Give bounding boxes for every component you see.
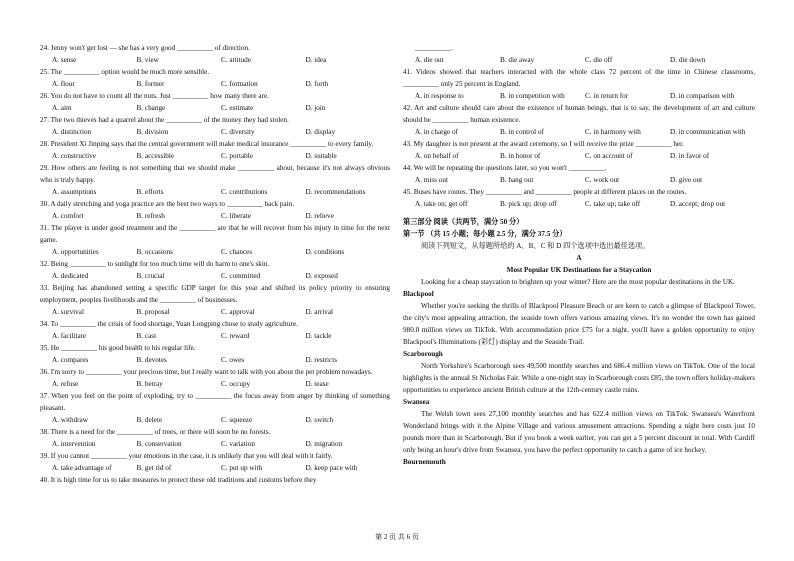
question-36: 36. I'm sorry to __________ your precious time, but I really want to talk with you about the pet problem nowadays. A. refuse B. betray C. occupy D. tease [40,368,373,388]
reading-section [403,216,755,468]
question-37: 37. When you feel on the point of exploding, try to __________ the focus away from anger by thinking of something pleasant. A. withdraw B. delete C. squeeze D. switch [40,392,390,424]
question-33: 33. Beijing has abandoned setting a specific GDP target for this year and shifted its policy priority to ensuring employment, peoples livelihoods and the __________ of businesses. A. survival B. proposal C. approval D. arrival [40,284,390,316]
paragraph-scarborough: North Yorkshire's Scarborough sees 49,500 monthly searches and 686.4 million views on TikTok. One of the local highlights is the annual St Nicholas Fair. While a one-night stay in Scarborough costs £85, the town offers holiday-makers opportunities to experience ancient British culture at the 12th-century castle ruins. [403,362,755,394]
subsection-heading: 第一节 （共 15 小题；每小题 2.5 分，满分 37.5 分） [403,230,567,238]
passage-intro: Looking for a cheap staycation to brighten up your winter? Here are the most popular destinations in the UK. [421,278,735,286]
question-30: 30. A daily stretching and yoga practice are the best two ways to __________ back pain. A. comfort B. refresh C. liberate D. relieve [40,200,334,220]
question-31: 31. The player is under good treatment and the __________ are that he will recover from his injury in time for the next game. A. opportunities B. occasions C. chances D. conditions [40,224,390,256]
question-34: 34. To __________ the crisis of food shortage, Yuan Longping chose to study agriculture. A. facilitate B. cast C. reward D. tackle [40,320,332,340]
instructions: 阅读下列短文，从每题所给的 A、B、C 和 D 四个选项中选出最佳选项。 [421,242,650,250]
heading-scarborough: Scarborough [403,350,443,358]
question-38: 38. There is a need for the __________ of trees, or there will soon be no forests. A. intervention B. conservation C. variation D. migration [40,428,343,448]
question-40-cont: __________. A. die out B. die away C. die off D. die down [415,44,706,64]
question-list-left [40,42,390,486]
passage-title: Most Popular UK Destinations for a Staycation [506,266,652,274]
question-26: 26. You do not have to count all the nuts. Just __________ how many there are. A. aim B. change C. estimate D. join [40,92,326,112]
question-24: 24. Jenny won't get lost — she has a very good __________ of direction. A. sense B. view C. attitude D. idea [40,44,327,64]
question-44: 44. We will be repeating the questions later, so you won't __________. A. miss out B. hang out C. work out D. give out [403,164,703,184]
question-39: 39. If you cannot __________ your emotions in the case, it is unlikely that you will deal with it fairly. A. take advantage of B. get rid of C. put up with D. keep pace with [40,452,358,472]
right-column [403,42,755,468]
left-column [40,42,390,486]
question-25: 25. The __________ option would be much more sensible. A. flour B. former C. formation D. forth [40,68,329,88]
passage-letter: A [576,254,582,262]
question-27: 27. The two thieves had a quarrel about the __________ of the money they had stolen. A. distinction B. division C. diversity D. display [40,116,336,136]
paragraph-swansea: The Welsh town sees 27,100 monthly searches and has 622.4 million views on TikTok. Swansea's Waterfront Wonderland brings with it the Alpine Village and various amusement attractions. Spending a night here costs just 10 pounds more than in Scarborough. But if you book a week earlier, you can get a 5 percent discount in total. With Cardiff only being an hour's drive from Swansea, you have the perfect opportunity to catch a game of ice hockey. [403,410,755,454]
question-41: 41. Videos showed that teachers interacted with the whole class 72 percent of the time in Chinese classrooms, __________ only 25 percent in England. A. in response to B. in competition with C. in return for D. in comparison with [403,68,755,100]
question-43: 43. My daughter is not present at the award ceremony, so I will receive the prize __________ her. A. on behalf of B. in honor of C. on account of D. in favor of [403,140,710,160]
heading-swansea: Swansea [403,398,430,406]
paragraph-blackpool: Whether you're seeking the thrills of Blackpool Pleasure Beach or are keen to catch a glimpse of Blackpool Tower, the city's most appealing attraction, the seaside town offers various amazing views. It's no wonder the town has gained 980.8 million views on TikTok. With accommodation price £75 for a night, you'll have a golden opportunity to enjoy Blackpool's Illuminations (彩灯) display and the Seaside Trail. [403,302,755,346]
question-list-right [403,42,755,210]
question-35: 35. He __________ his good health to his regular life. A. compares B. devotes C. owes D. restricts [40,344,338,364]
question-32: 32. Being __________ to sunlight for too much time will do harm to one's skin. A. dedicated B. crucial C. committed D. exposed [40,260,338,280]
question-28: 28. President Xi Jinping says that the central government will make medical insurance __________ to every family. A. constructive B. accessible C. portable D. suitable [40,140,374,160]
page-footer: 第 2 页 共 6 页 [375,533,419,541]
heading-blackpool: Blackpool [403,290,434,298]
heading-bournemouth: Bournemouth [403,458,446,466]
question-29: 29. How others are feeling is not something that we should make __________ about, because it's not always obvious who is truly happy. A. assumptions B. efforts C. contributions D. recommendations [40,164,390,196]
question-40: 40. It is high time for us to take measures to protect these old traditions and customs before they [40,476,317,484]
question-42: 42. Art and culture should care about the existence of human beings, that is to say, the development of art and culture should be __________ human existence. A. in charge of B. in control of C. in harmony with D. in communication with [403,104,755,136]
question-45: 45. Buses have routes. They __________ and __________ people at different places on the routes. A. take on; get off B. pick up; drop off C. take up; take off D. accept; drop out [403,188,726,208]
part-heading: 第三部分 阅读（共两节，满分 50 分） [403,218,524,226]
